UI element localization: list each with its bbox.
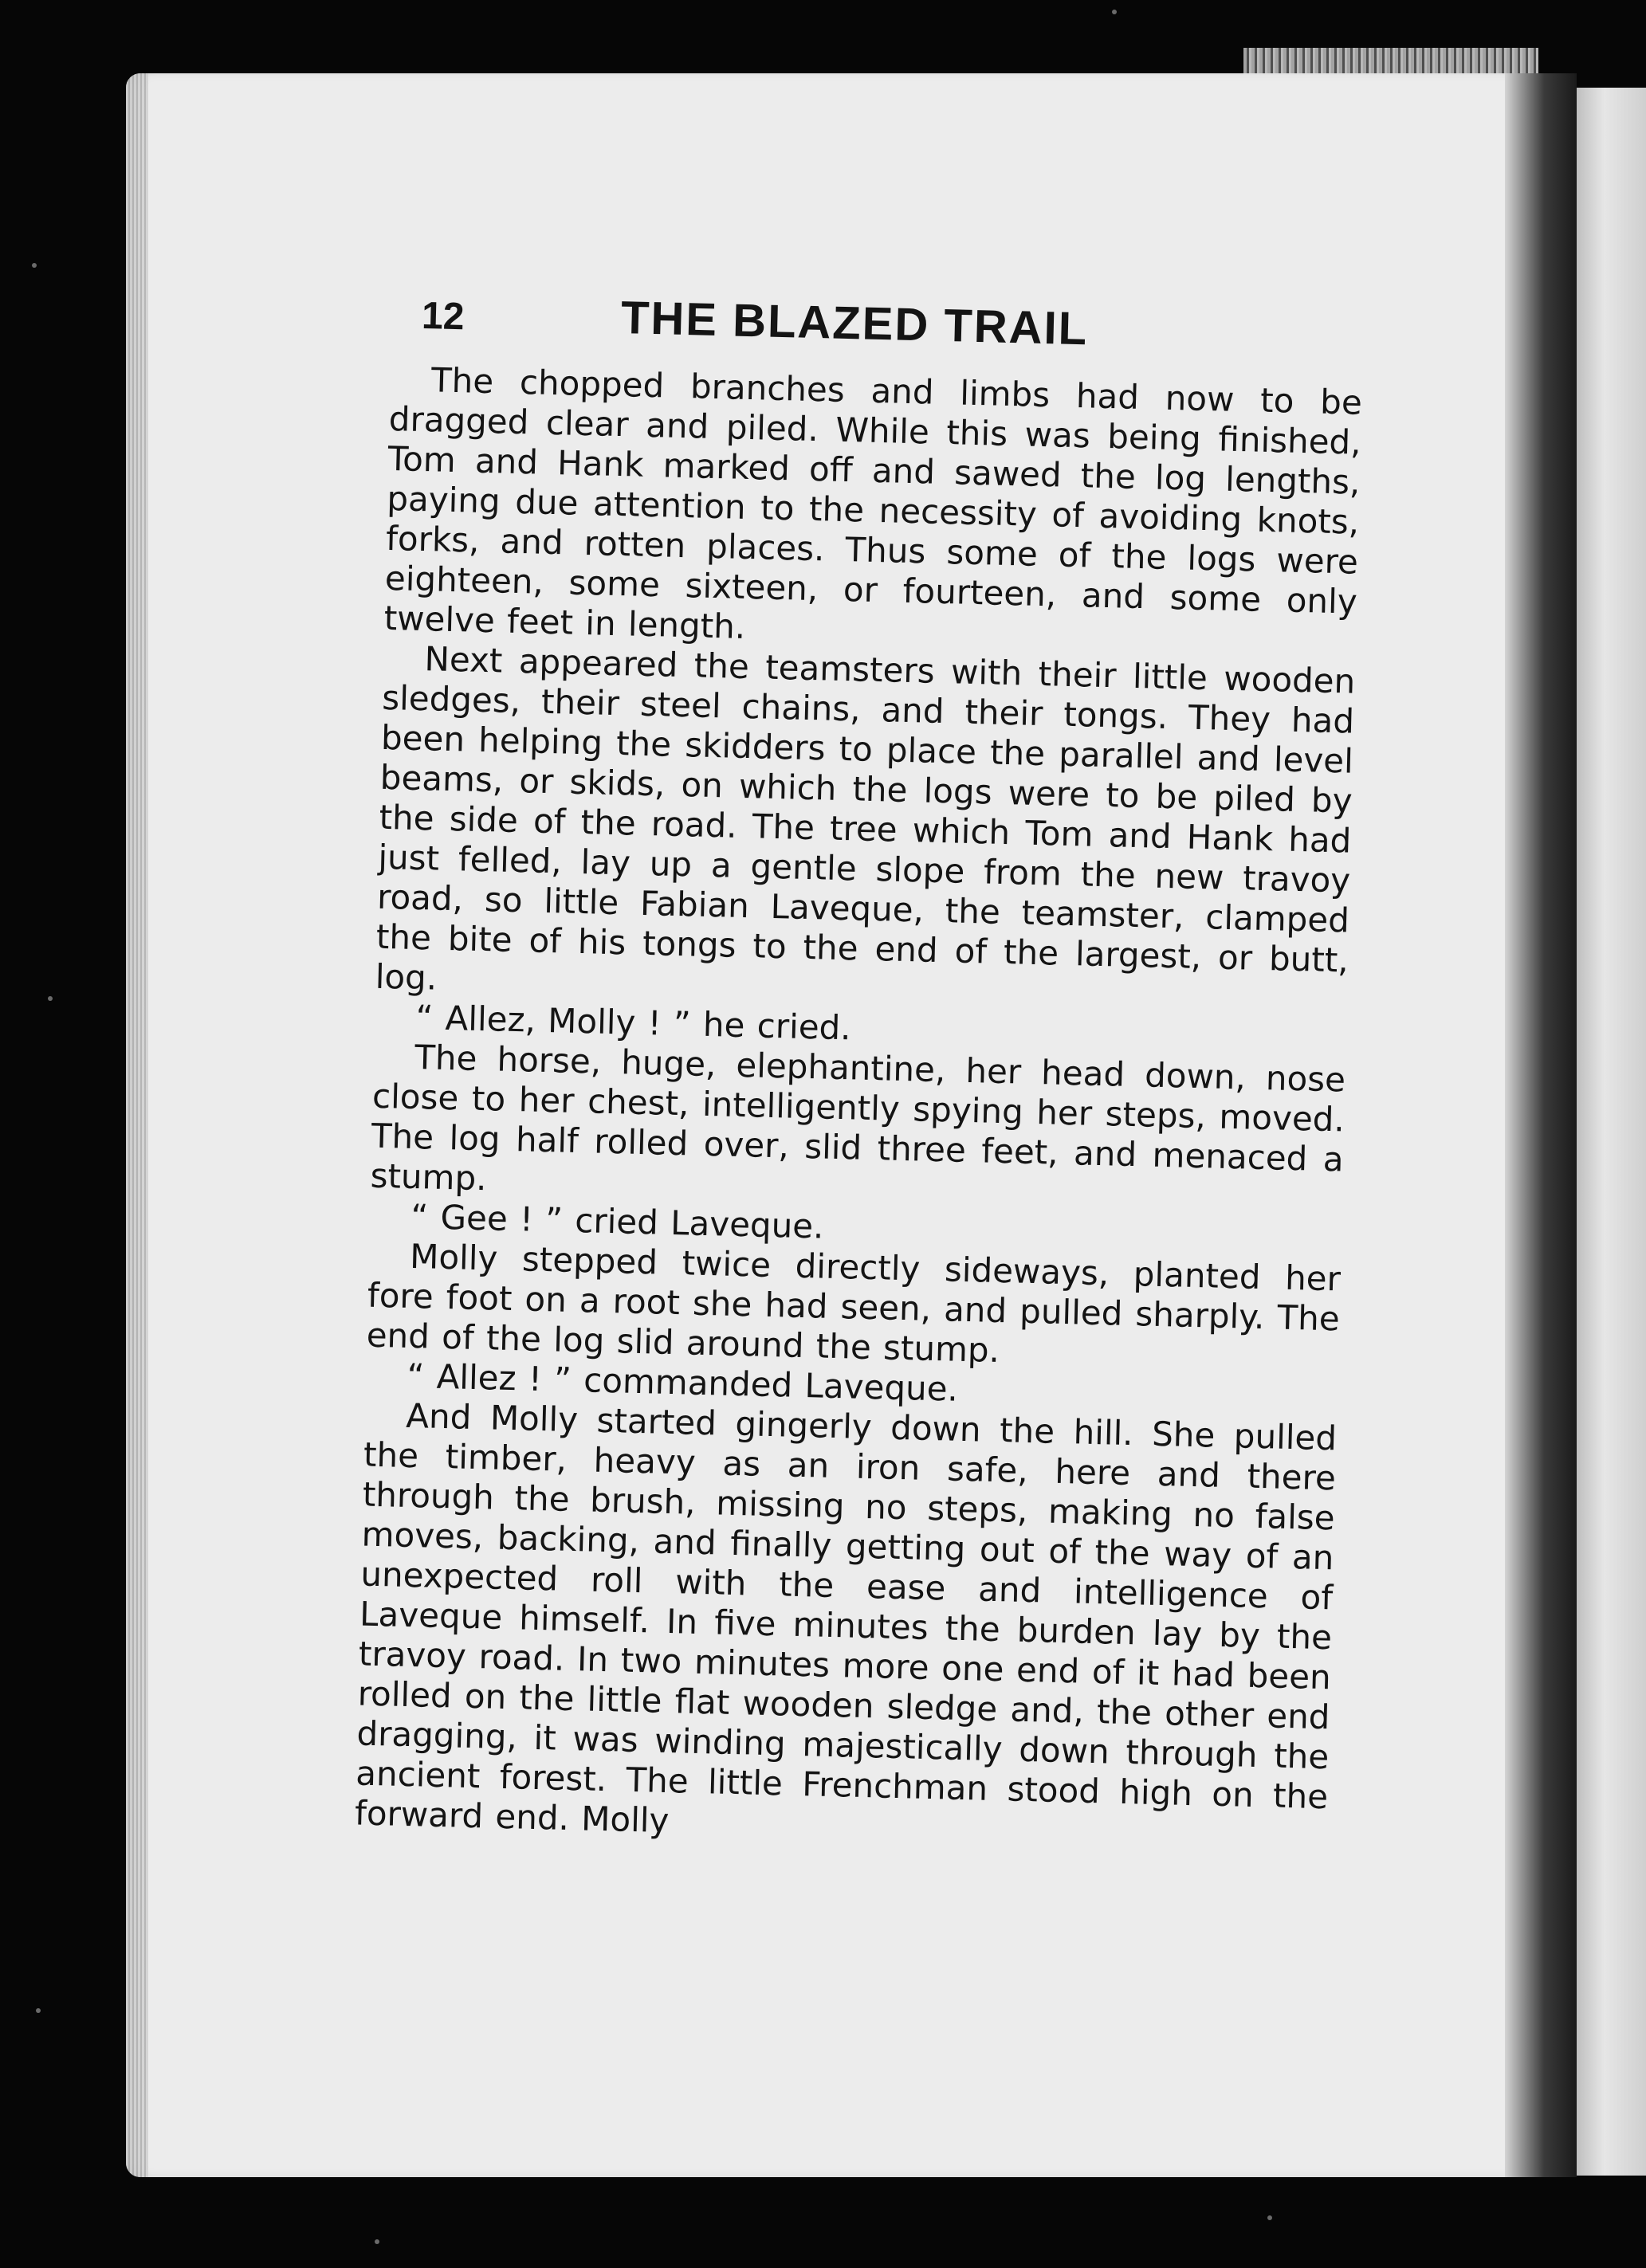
paragraph: Molly stepped twice directly sideways, planted her fore foot on a root she had seen, and pulled sharply. The end of the log slid around the stump. xyxy=(366,1236,1342,1371)
book-binding-strip xyxy=(1243,48,1538,75)
paragraph: The horse, huge, elephantine, her head down, nose close to her chest, intelligently spying her steps, moved. The log half rolled over, slid three feet, and menaced a stump. xyxy=(370,1037,1346,1199)
paragraph: “ Gee ! ” cried Laveque. xyxy=(410,1196,825,1246)
paragraph: “ Allez ! ” commanded Laveque. xyxy=(406,1356,959,1409)
page-text-block xyxy=(355,285,1365,1857)
film-speck xyxy=(32,263,37,268)
paragraph: Next appeared the teamsters with their little wooden sledges, their steel chains, and their tongs. They had been helping the skidders to place the parallel and level beams, or skids, on which the logs were to be piled by the side of the road. The tree which Tom and Hank had just felled, lay up a gentle slope from the new travoy road, so little Fabian Laveque, the teamster, clamped the bite of his tongs to the end of the largest, or butt, log. xyxy=(375,639,1356,998)
page-number: 12 xyxy=(421,294,466,339)
gutter-shadow xyxy=(1505,73,1577,2177)
film-speck xyxy=(36,2008,41,2013)
page-stack-edge xyxy=(126,73,148,2177)
paragraph: The chopped branches and limbs had now to be dragged clear and piled. While this was being finished, Tom and Hank marked off and sawed the log lengths, paying due attention to the necessity of avoiding knots, forks, and rotten places. Thus some of the logs were eighteen, some sixteen, or fourteen, and some only twelve feet in length. xyxy=(383,360,1363,646)
paragraph: “ Allez, Molly ! ” he cried. xyxy=(414,998,852,1048)
film-speck xyxy=(375,2239,379,2244)
adjacent-page-edge xyxy=(1577,88,1646,2176)
film-speck xyxy=(1267,2215,1272,2220)
book-title: THE BLAZED TRAIL xyxy=(620,292,1089,355)
paragraph: And Molly started gingerly down the hill. She pulled the timber, heavy as an iron safe, here and there through the brush, missing no steps, making no false moves, backing, and finally getting out of the way of an unexpected roll with the ease and intelligence of Laveque himself. In five minutes the burden lay by the travoy road. In two minutes more one end of it had been rolled on the little flat wooden sledge and, the other end dragging, it was winding majestically down through the ancient forest. The little Frenchman stood high on the forward end. Molly xyxy=(354,1395,1338,1841)
film-speck xyxy=(48,996,53,1001)
film-speck xyxy=(1112,10,1117,14)
